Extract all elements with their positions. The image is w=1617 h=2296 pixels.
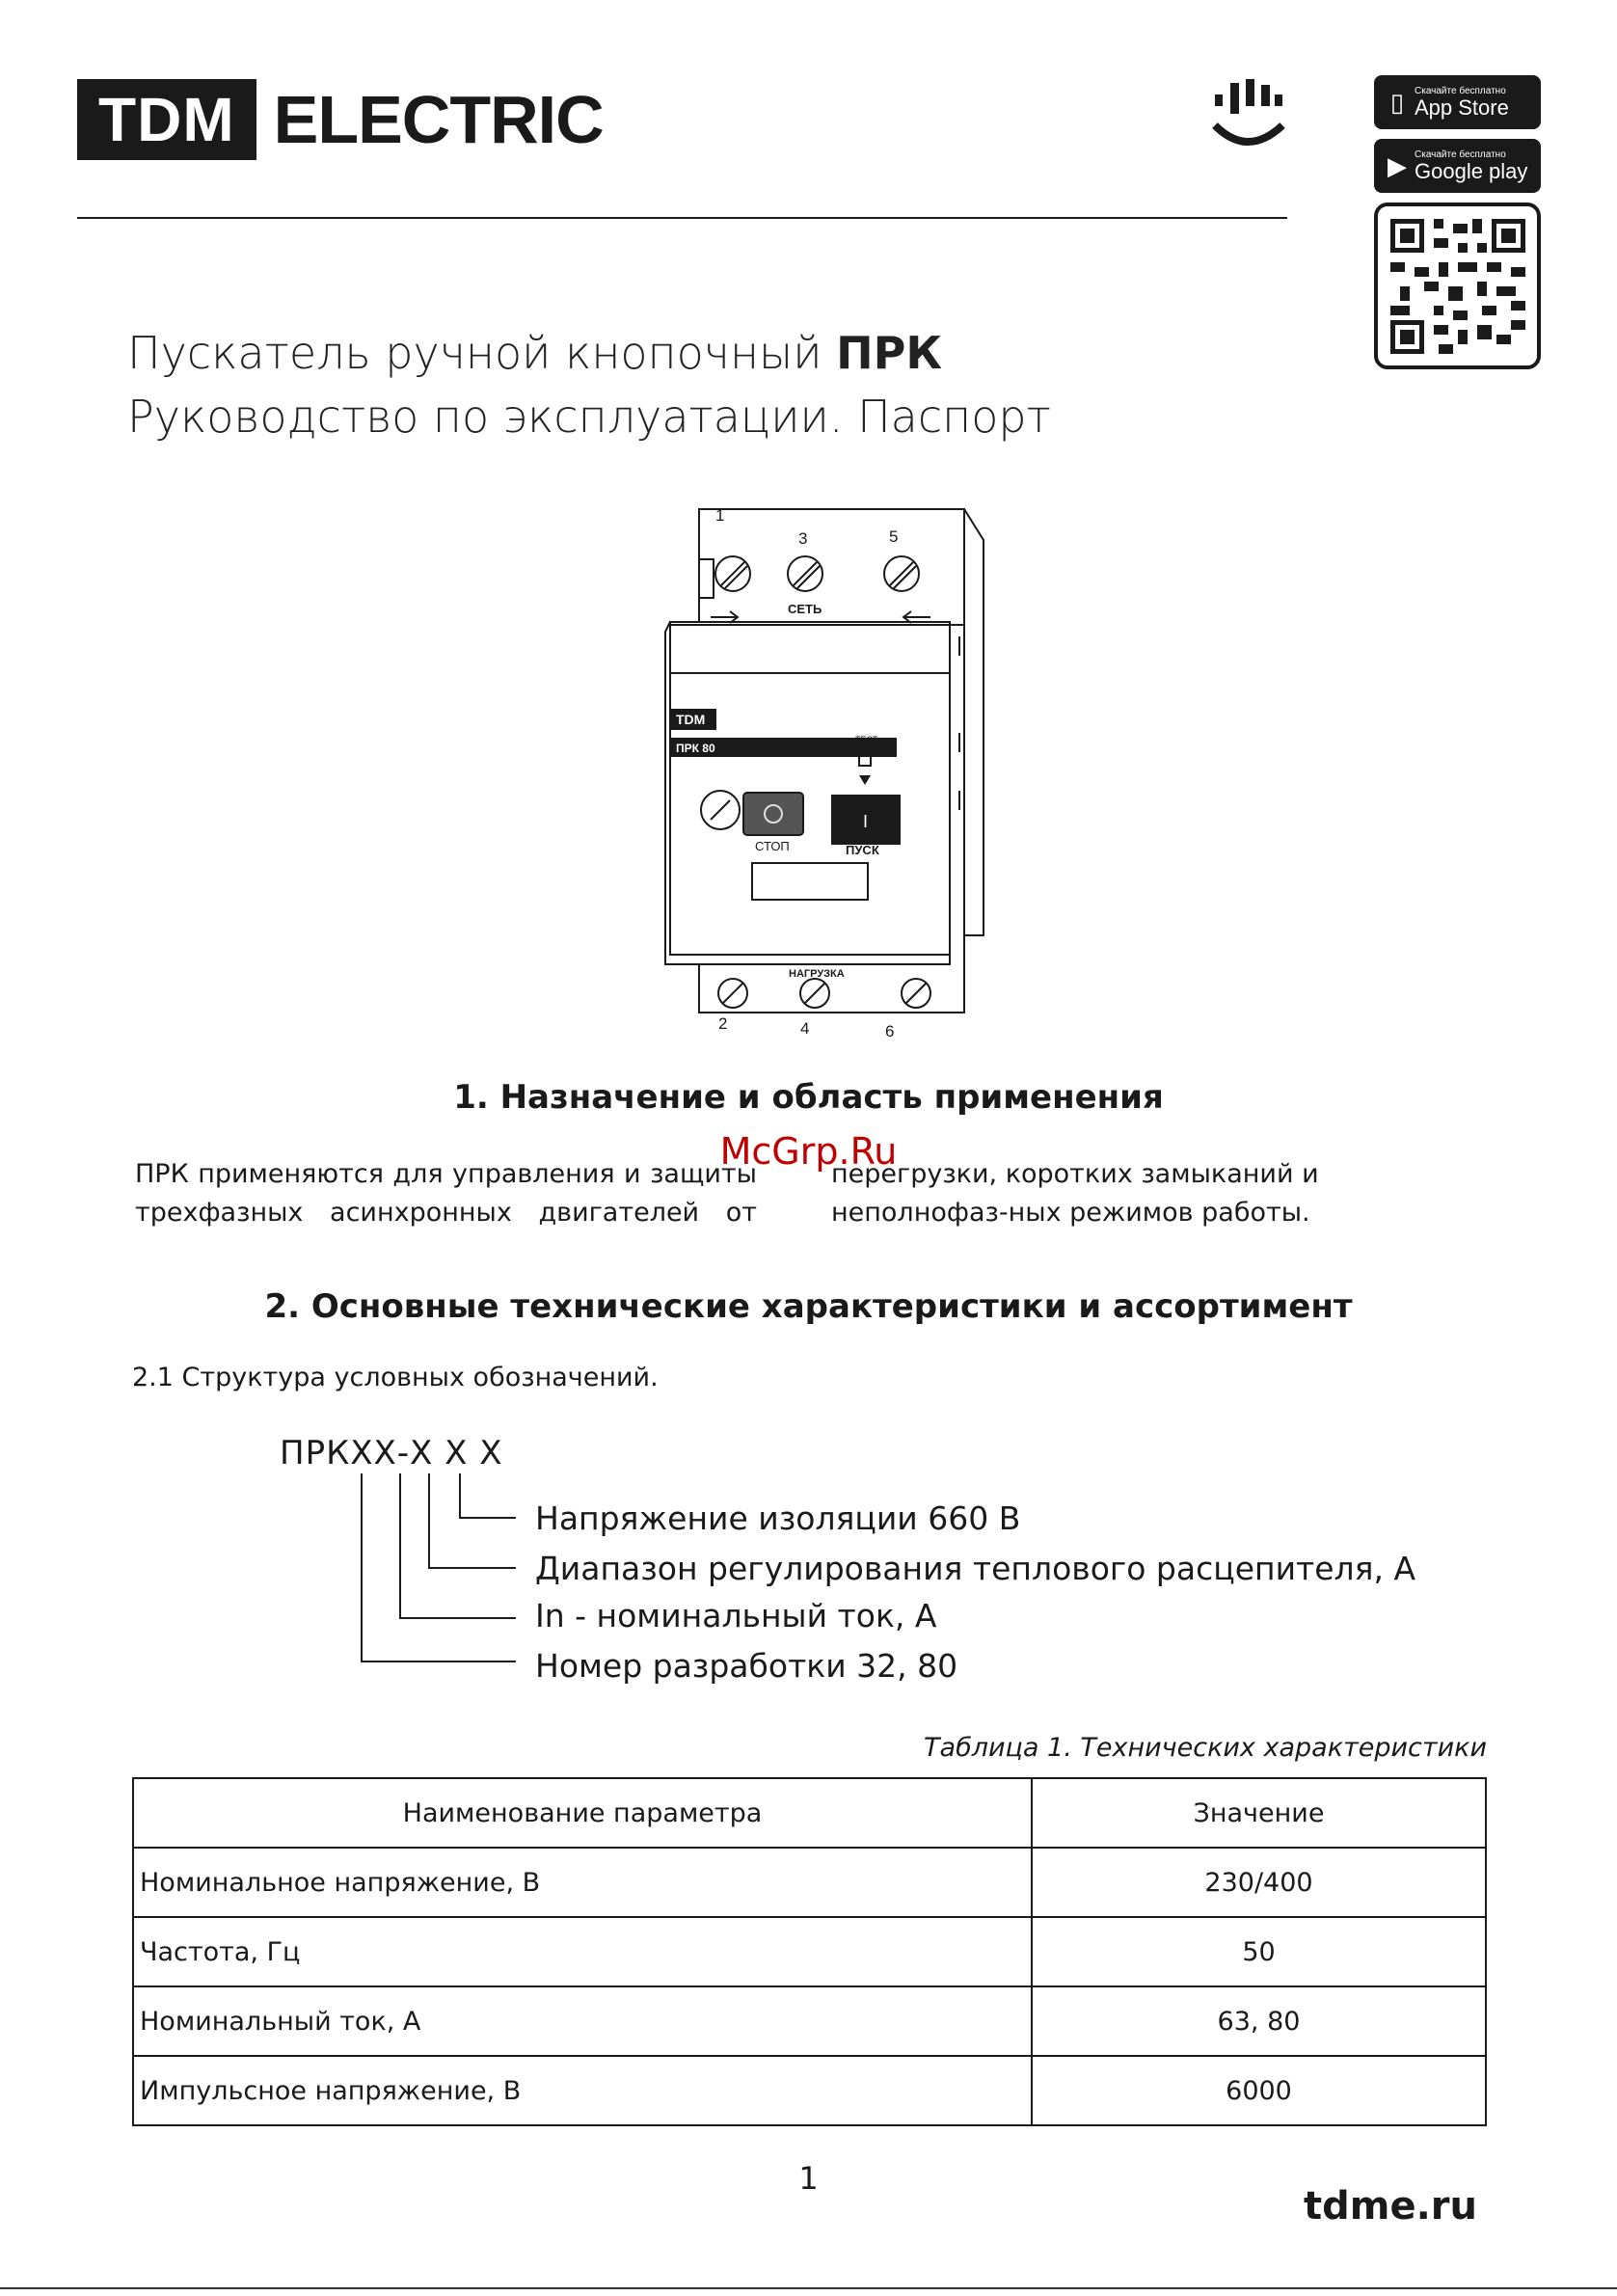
line-label: СЕТЬ [788, 602, 822, 616]
table-row [133, 1917, 1486, 1986]
subsection-2-1: 2.1 Структура условных обозначений. [132, 1363, 659, 1392]
logo-box: TDM [77, 79, 256, 160]
legend-thermal-range: Диапазон регулирования теплового расцепителя, А [535, 1550, 1416, 1587]
terminal-1-label: 1 [715, 506, 725, 525]
logo-word: ELECTRIC [273, 82, 604, 157]
phone-icon: ▯ [1389, 87, 1405, 117]
play-icon: ▶ [1388, 150, 1407, 180]
qr-code-icon [1390, 219, 1525, 354]
title-line2: Руководство по эксплуатации. Паспорт [127, 391, 1051, 443]
website-link[interactable]: tdme.ru [1304, 2184, 1477, 2228]
table-cell-param: Номинальное напряжение, В [133, 1848, 1032, 1917]
document-title [127, 321, 1051, 448]
appstore-small-text: Скачайте бесплатно [1415, 85, 1506, 96]
table-cell-param: Импульсное напряжение, В [133, 2056, 1032, 2125]
brand-logo [77, 79, 604, 160]
google-label: Google play [1415, 158, 1528, 183]
app-store-badge[interactable] [1374, 75, 1541, 129]
section2-heading: 2. Основные технические характеристики и ассортимент [264, 1287, 1353, 1326]
table-caption: Таблица 1. Технических характеристики [924, 1733, 1487, 1763]
appstore-label: App Store [1415, 95, 1509, 120]
table-cell-value: 63, 80 [1032, 1986, 1486, 2056]
table-row [133, 1986, 1486, 2056]
terminal-4-label: 4 [800, 1019, 810, 1038]
table-cell-param: Частота, Гц [133, 1917, 1032, 1986]
table-header: Значение [1032, 1778, 1486, 1848]
google-play-badge[interactable] [1374, 139, 1541, 193]
device-brand: TDM [676, 712, 706, 727]
section1-text-left: ПРК применяются для управления и защиты трехфазных асинхронных двигателей от [135, 1159, 757, 1228]
designation-code: ПРКХХ-Х Х Х [280, 1434, 503, 1472]
qr-code [1374, 203, 1541, 369]
legend-development-number: Номер разработки 32, 80 [535, 1647, 958, 1685]
section1-text-right: перегрузки, коротких замыканий и неполнофаз-ных режимов работы. [831, 1159, 1319, 1228]
page-number: 1 [798, 2160, 819, 2197]
title-line1: Пускатель ручной кнопочный [127, 327, 837, 379]
designation-leader-lines [357, 1473, 550, 1666]
table-row [133, 2056, 1486, 2125]
terminal-6-label: 6 [885, 1022, 895, 1040]
section1-heading: 1. Назначение и область применения [453, 1078, 1164, 1117]
google-small-text: Скачайте бесплатно [1415, 149, 1506, 160]
terminal-2-label: 2 [718, 1014, 728, 1033]
load-label: НАГРУЗКА [789, 968, 845, 980]
terminal-5-label: 5 [889, 527, 899, 546]
specs-table [132, 1777, 1487, 2126]
table-cell-value: 230/400 [1032, 1848, 1486, 1917]
device-illustration [622, 501, 1008, 1041]
header-divider [77, 217, 1287, 219]
title-product-code: ПРК [836, 327, 942, 379]
legend-insulation-voltage: Напряжение изоляции 660 В [535, 1499, 1021, 1537]
table-cell-value: 6000 [1032, 2056, 1486, 2125]
table-header-row [133, 1778, 1486, 1848]
device-model: ПРК 80 [676, 742, 715, 755]
table-cell-param: Номинальный ток, А [133, 1986, 1032, 2056]
table-header: Наименование параметра [133, 1778, 1032, 1848]
smile-icon [1207, 75, 1288, 156]
test-label: ТЕСТ [855, 735, 878, 744]
table-row [133, 1848, 1486, 1917]
stop-label: СТОП [755, 839, 790, 853]
terminal-3-label: 3 [798, 529, 808, 548]
watermark: McGrp.Ru [719, 1130, 898, 1173]
bottom-divider [0, 2287, 1617, 2289]
start-symbol: I [863, 812, 869, 831]
legend-rated-current: In - номинальный ток, А [535, 1597, 937, 1634]
table-cell-value: 50 [1032, 1917, 1486, 1986]
start-label: ПУСК [846, 843, 879, 857]
